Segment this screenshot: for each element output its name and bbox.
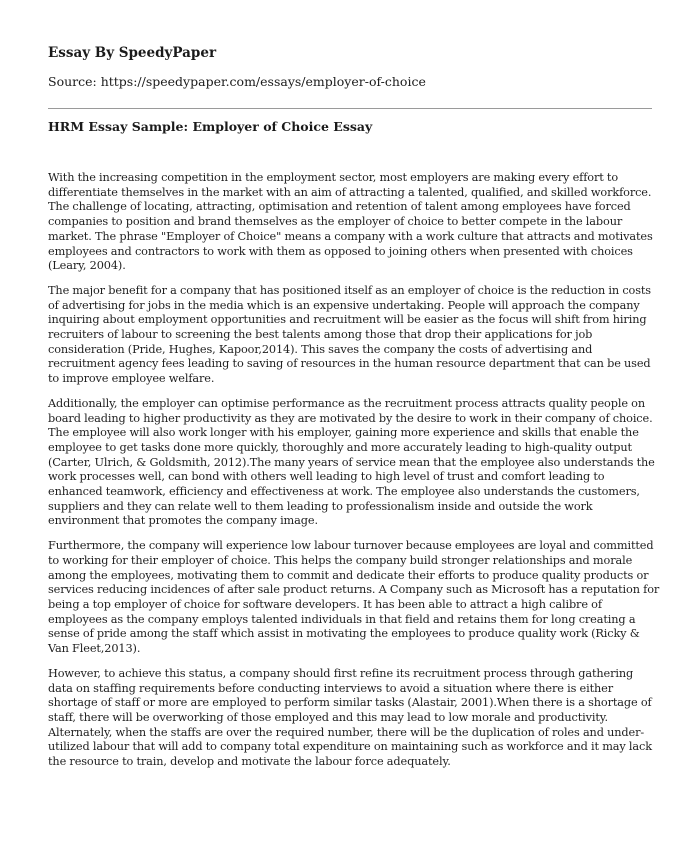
header-divider bbox=[48, 108, 652, 109]
essay-paragraph: However, to achieve this status, a company should first refine its recruitment process through gathering data on staffing requirements before conducting interviews to avoid a situation where there is either shortage of staff or more are employed to perform similar tasks (Alastair, 2001).When there is a shortage of staff, there will be overworking of those employed and this may lead to low morale and productivity. Alternately, when the staffs are over the required number, there will be the duplication of roles and under-utilized labour that will add to company total expenditure on maintaining such as workforce and it may lack the resource to train, develop and motivate the labour force adequately. bbox=[48, 666, 652, 769]
document-title: Essay By SpeedyPaper bbox=[48, 45, 217, 61]
essay-paragraph: The major benefit for a company that has positioned itself as an employer of choice is the reduction in costs of advertising for jobs in the media which is an expensive undertaking. People will approach the company inquiring about employment opportunities and recruitment will be easier as the focus will shift from hiring recruiters of labour to screening the best talents among those that drop their applications for job consideration (Pride, Hughes, Kapoor,2014). This saves the company the costs of advertising and recruitment agency fees leading to saving of resources in the human resource department that can be used to improve employee welfare. bbox=[48, 283, 651, 386]
essay-heading: HRM Essay Sample: Employer of Choice Essay bbox=[48, 119, 373, 134]
document-header bbox=[48, 44, 658, 90]
essay-body bbox=[48, 171, 660, 780]
source-line: Source: https://speedypaper.com/essays/employer-of-choice bbox=[48, 74, 426, 89]
essay-paragraph: Furthermore, the company will experience low labour turnover because employees are loyal and committed to working for their employer of choice. This helps the company build stronger relationships and morale among the employees, motivating them to commit and dedicate their efforts to produce quality products or services reducing incidences of after sale product returns. A Company such as Microsoft has a reputation for being a top employer of choice for software developers. It has been able to attract a high calibre of employees as the company employs talented individuals in that field and retains them for long creating a sense of pride among the staff which assist in motivating the employees to produce quality work (Ricky & Van Fleet,2013). bbox=[48, 539, 660, 656]
essay-paragraph: With the increasing competition in the employment sector, most employers are making every effort to differentiate themselves in the market with an aim of attracting a talented, qualified, and skilled workforce. The challenge of locating, attracting, optimisation and retention of talent among employees have forced companies to position and brand themselves as the employer of choice to better compete in the labour market. The phrase "Employer of Choice" means a company with a work culture that attracts and motivates employees and contractors to work with them as opposed to joining others when presented with choices (Leary, 2004). bbox=[48, 171, 653, 273]
essay-paragraph: Additionally, the employer can optimise performance as the recruitment process attracts quality people on board leading to higher productivity as they are motivated by the desire to work in their company of choice. The employee will also work longer with his employer, gaining more experience and skills that enable the employee to get tasks done more quickly, thoroughly and more accurately leading to high-quality output (Carter, Ulrich, & Goldsmith, 2012).The many years of service mean that the employee also understands the work processes well, can bond with others well leading to high level of trust and comfort leading to enhanced teamwork, efficiency and effectiveness at work. The employee also understands the customers, suppliers and they can relate well to them leading to professionalism inside and outside the work environment that promotes the company image. bbox=[48, 396, 655, 528]
